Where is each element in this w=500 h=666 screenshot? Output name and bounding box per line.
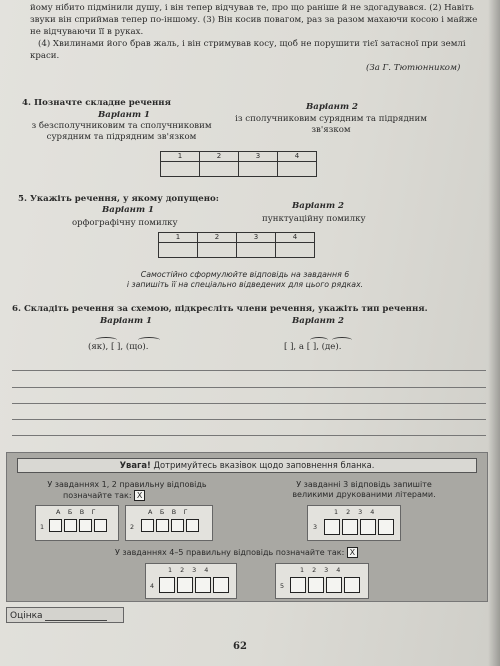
letter-label: В [79,508,92,516]
answer-checkbox[interactable] [171,519,184,532]
passage-line: (4) Хвилинами його брав жаль, і він стримував косу, щоб не порушити тієї затасної при землі [38,39,466,49]
answer-box-3 [307,505,401,541]
answer-checkbox[interactable] [344,577,360,593]
answer-cell[interactable] [278,162,317,177]
digit-label: 3 [358,508,371,516]
task5-variant2-title: Варіант 2 [292,201,345,211]
warning-label: Увага! [119,460,151,470]
task4-title: 4. Позначте складне речення [22,98,171,108]
letter-label: Г [91,508,104,516]
digit-label: 3 [192,566,205,574]
checkbox-row [159,577,231,596]
answer-cell[interactable] [239,162,278,177]
passage-line: краси. [30,51,60,61]
checkbox-row [49,519,109,538]
task4-variant2-line2: зв'язком [311,125,351,135]
grid-header: 4 [276,233,315,243]
grid-header: 2 [198,233,237,243]
answer-box-4 [145,563,237,599]
answer-line[interactable] [12,419,486,420]
answer-cell[interactable] [159,243,198,258]
task6-variant1-scheme: (як), [ ], (що). [88,342,149,352]
grid-header: 3 [239,152,278,162]
x-mark-example: X [134,490,145,501]
form-right-instruction-1: У завданні 3 відповідь запишіте [296,480,432,489]
letter-label: Б [67,508,80,516]
page-number: 62 [233,641,247,652]
answer-checkbox[interactable] [326,577,342,593]
answer-cell[interactable] [200,162,239,177]
answer-box-5 [275,563,369,599]
answer-cell[interactable] [237,243,276,258]
letter-entry-cell[interactable] [324,519,340,535]
letter-label: А [148,508,160,516]
task4-variant1-line1: з безсполучниковим та сполучниковим [31,121,212,131]
note-line1: Самостійно сформулюйте відповідь на завдання 6 [140,270,350,279]
passage-line: йому нібито підмінили душу, і він тепер відчував те, про що раніше й не здогадувався. (2) Навіть [30,3,474,13]
letter-label: Г [183,508,196,516]
digit-label: 1 [334,508,347,516]
row-label: 1 [40,523,45,531]
grid-header: 1 [159,233,198,243]
answer-checkbox[interactable] [141,519,154,532]
passage-line: звуки він сприймав тепер по-іншому. (3) Він косив повагом, раз за разом махаючи косою і майже [30,15,478,25]
digit-label: 1 [168,566,181,574]
answer-checkbox[interactable] [64,519,77,532]
answer-checkbox[interactable] [79,519,92,532]
row-label: 3 [313,523,318,531]
task6-title: 6. Складіть речення за схемою, підкресліть члени речення, укажіть тип речення. [12,304,428,314]
task5-answer-grid [158,232,315,258]
task4-variant1-line2: сурядним та підрядним зв'язком [46,132,197,142]
answer-box-1 [35,505,119,541]
row-label: 4 [150,582,155,590]
task6-variant2-title: Варіант 2 [292,316,345,326]
answer-checkbox[interactable] [213,577,229,593]
grid-header: 3 [237,233,276,243]
form-left-instruction-2 [63,490,145,501]
letter-label: Б [159,508,172,516]
answer-checkbox[interactable] [94,519,107,532]
warning-banner [17,458,477,473]
digit-label: 2 [312,566,325,574]
letter-label: А [56,508,68,516]
task5-variant1-text: орфографічну помилку [72,218,178,228]
answer-checkbox[interactable] [186,519,199,532]
answer-checkbox[interactable] [159,577,175,593]
note-line2: і запишіть її на спеціально відведених для цього рядках. [126,280,364,289]
grid-header: 1 [161,152,200,162]
letter-label: В [171,508,184,516]
passage-line: не відчуваючи її в руках. [30,27,144,37]
score-underline [45,610,107,621]
task5-variant2-text: пунктуаційну помилку [262,214,366,224]
digit-label: 2 [346,508,359,516]
answer-checkbox[interactable] [195,577,211,593]
form-mid-instruction [115,547,358,558]
letter-labels [148,508,195,516]
form-right-instruction-2: великими друкованими літерами. [292,490,436,499]
digit-label: 4 [336,566,349,574]
answer-cell[interactable] [198,243,237,258]
answer-checkbox[interactable] [156,519,169,532]
answer-line[interactable] [12,370,486,371]
row-label: 5 [280,582,285,590]
answer-checkbox[interactable] [49,519,62,532]
task5-variant1-title: Варіант 1 [102,205,155,215]
digit-label: 2 [180,566,193,574]
letter-entry-row [324,519,396,538]
answer-checkbox[interactable] [177,577,193,593]
task4-variant2-title: Варіант 2 [306,102,359,112]
score-field[interactable] [6,607,124,623]
row-label: 2 [130,523,135,531]
checkbox-row [141,519,201,538]
warning-text: Дотримуйтесь вказівок щодо заповнення бланка. [150,460,375,470]
digit-label: 4 [370,508,383,516]
form-mid-instruction-text: У завданнях 4–5 правильну відповідь позначайте так: [115,548,345,557]
letter-entry-cell[interactable] [360,519,376,535]
task4-variant2-line1: із сполучниковим сурядним та підрядним [235,114,427,124]
task4-variant1-title: Варіант 1 [98,110,151,120]
letter-entry-cell[interactable] [342,519,358,535]
answer-line[interactable] [12,387,486,388]
digit-label: 3 [324,566,337,574]
answer-checkbox[interactable] [290,577,306,593]
digit-labels [334,508,382,516]
letter-entry-cell[interactable] [378,519,394,535]
form-left-instruction-1: У завданнях 1, 2 правильну відповідь [47,480,207,489]
task6-variant1-title: Варіант 1 [100,316,153,326]
answer-box-2 [125,505,213,541]
task5-title: 5. Укажіть речення, у якому допущено: [18,194,219,204]
x-mark-example: X [347,547,358,558]
answer-cell[interactable] [161,162,200,177]
score-label: Оцінка [10,611,43,621]
passage-author: (За Г. Тютюнником) [366,63,461,73]
answer-line[interactable] [12,435,486,436]
answer-form-panel [6,452,488,602]
answer-line[interactable] [12,403,486,404]
digit-label: 4 [204,566,217,574]
digit-labels [168,566,216,574]
answer-cell[interactable] [276,243,315,258]
answer-checkbox[interactable] [308,577,324,593]
page-edge-shadow [488,0,500,666]
checkbox-row [290,577,362,596]
grid-header: 4 [278,152,317,162]
form-left-instruction-text: позначайте так: [63,491,132,500]
task4-answer-grid [160,151,317,177]
letter-labels [56,508,103,516]
digit-labels [300,566,348,574]
task6-variant2-scheme: [ ], а [ ], (де). [284,342,342,352]
grid-header: 2 [200,152,239,162]
digit-label: 1 [300,566,313,574]
